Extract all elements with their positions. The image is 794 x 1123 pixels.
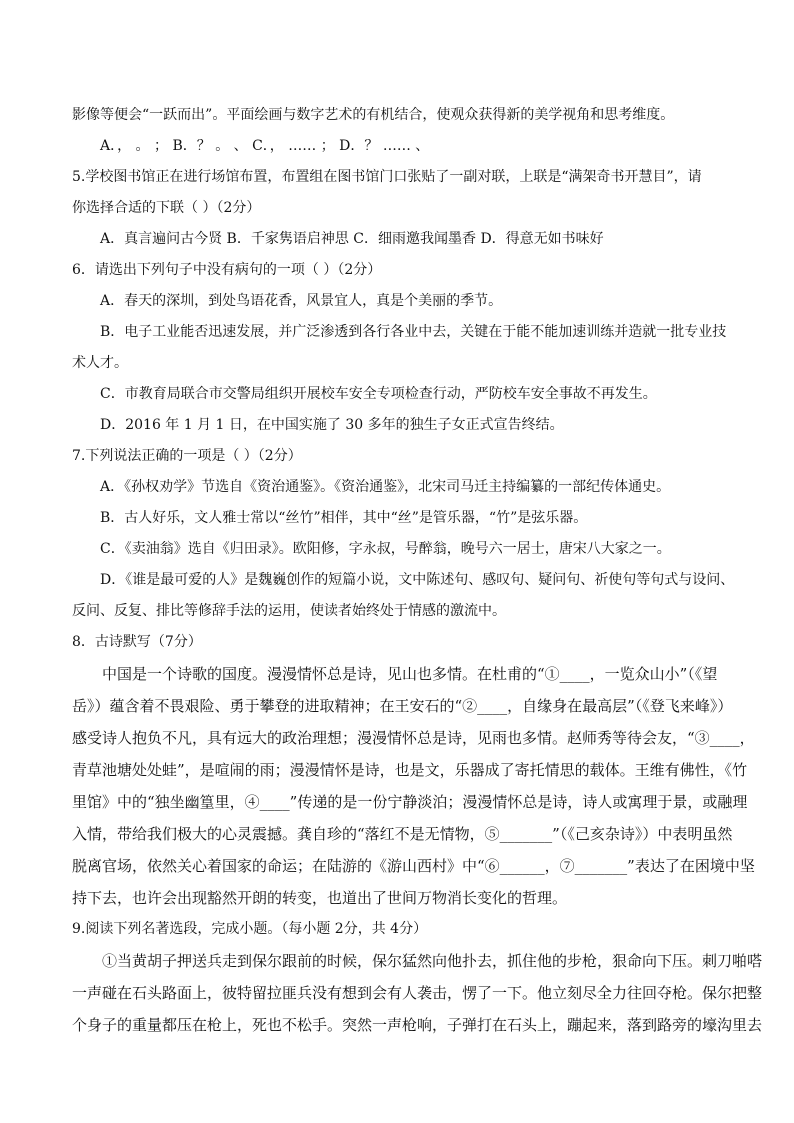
q8-passage-line: 中国是一个诗歌的国度。漫漫情怀总是诗，见山也多情。在杜甫的“①____，一览众山小”（《望 [102, 665, 718, 683]
q4-options: A．， 。 ； B．？ 。 、 C．， …… ； D．？ …… 、 [100, 138, 430, 154]
q9-passage-line: 个身子的重量都压在枪上，死也不松手。突然一声枪响，子弹打在石头上，蹦起来，落到路旁的壕沟里去 [72, 1016, 763, 1034]
q8-passage-line: 脱离官场，依然关心着国家的命运；在陆游的《游山西村》中“⑥______，⑦_______”表达了在困境中坚 [72, 857, 755, 875]
q6-option-c: C．市教育局联合市交警局组织开展校车安全专项检查行动，严防校车安全事故不再发生。 [100, 386, 657, 402]
q7-option-a: A．《孙权劝学》节选自《资治通鉴》。《资治通鉴》，北宋司马迁主持编纂的一部纪传体通史。 [100, 479, 671, 495]
q7-option-c: C．《卖油翁》选自《归田录》。欧阳修，字永叔，号醉翁，晚号六一居士，唐宋八大家之一。 [100, 541, 671, 557]
q5-stem: 5.学校图书馆正在进行场馆布置，布置组在图书馆门口张贴了一副对联，上联是“满架奇书开慧目”，请 [72, 169, 702, 185]
q6-option-b-cont: 术人才。 [72, 355, 128, 371]
q8-stem: 8．古诗默写（7分） [72, 634, 202, 650]
q7-option-d-cont: 反问、反复、排比等修辞手法的运用，使读者始终处于情感的激流中。 [72, 603, 506, 619]
text-line: 影像等便会“一跃而出”。平面绘画与数字艺术的有机结合，使观众获得新的美学视角和思考维度。 [72, 107, 675, 123]
q6-option-d: D．2016 年 1 月 1 日，在中国实施了 30 多年的独生子女正式宣告终结。 [100, 417, 564, 433]
q6-option-b: B．电子工业能否迅速发展，并广泛渗透到各行各业中去，关键在于能不能加速训练并造就一批专业技 [100, 324, 727, 340]
q8-passage-line: 入情，带给我们极大的心灵震撼。龚自珍的“落红不是无情物，⑤_______”（《己亥杂诗》）中表明虽然 [72, 825, 733, 843]
q7-option-b: B．古人好乐，文人雅士常以“丝竹”相伴，其中“丝”是管乐器，“竹”是弦乐器。 [100, 510, 588, 526]
q8-passage-line: 感受诗人抱负不凡，具有远大的政治理想；漫漫情怀总是诗，见雨也多情。赵师秀等待会友，“③____， [72, 729, 755, 747]
q8-passage-line: 里馆》中的“独坐幽篁里，④____”传递的是一份宁静淡泊；漫漫情怀总是诗，诗人或寓理于景，或融理 [72, 793, 748, 811]
q8-passage-line: 岳》）蕴含着不畏艰险、勇于攀登的进取精神；在王安石的“②____，自缘身在最高层”（《登飞来峰》） [72, 697, 733, 715]
q8-passage-line: 青草池塘处处蛙”，是喧闹的雨；漫漫情怀是诗，也是文，乐器成了寄托情思的载体。王维有佛性，《竹 [72, 761, 748, 779]
q8-passage-line: 持下去，也许会出现豁然开朗的转变，也道出了世间万物消长变化的哲理。 [72, 889, 568, 907]
q7-stem: 7.下列说法正确的一项是（ ）（2分） [72, 448, 302, 464]
q5-stem-cont: 你选择合适的下联（ ）（2分） [72, 200, 261, 216]
q9-passage-line: ①当黄胡子押送兵走到保尔跟前的时候，保尔猛然向他扑去，抓住他的步枪，狠命向下压。刺刀啪嗒 [102, 952, 763, 970]
q6-option-a: A．春天的深圳，到处鸟语花香，风景宜人，真是个美丽的季节。 [100, 293, 503, 309]
document-page [72, 100, 763, 1041]
q9-stem: 9.阅读下列名著选段，完成小题。（每小题 2分，共 4分） [72, 921, 428, 937]
q7-option-d: D．《谁是最可爱的人》是魏巍创作的短篇小说，文中陈述句、感叹句、疑问句、祈使句等句式与设问、 [100, 572, 735, 588]
q9-passage-line: 一声碰在石头路面上，彼特留拉匪兵没有想到会有人袭击，愣了一下。他立刻尽全力往回夺枪。保尔把整 [72, 984, 763, 1002]
q6-stem: 6．请选出下列句子中没有病句的一项（ ）（2分） [72, 262, 382, 278]
q5-options: A．真言遍问古今贤 B．千家隽语启神思 C．细雨邀我闻墨香 D．得意无如书味好 [100, 231, 604, 247]
